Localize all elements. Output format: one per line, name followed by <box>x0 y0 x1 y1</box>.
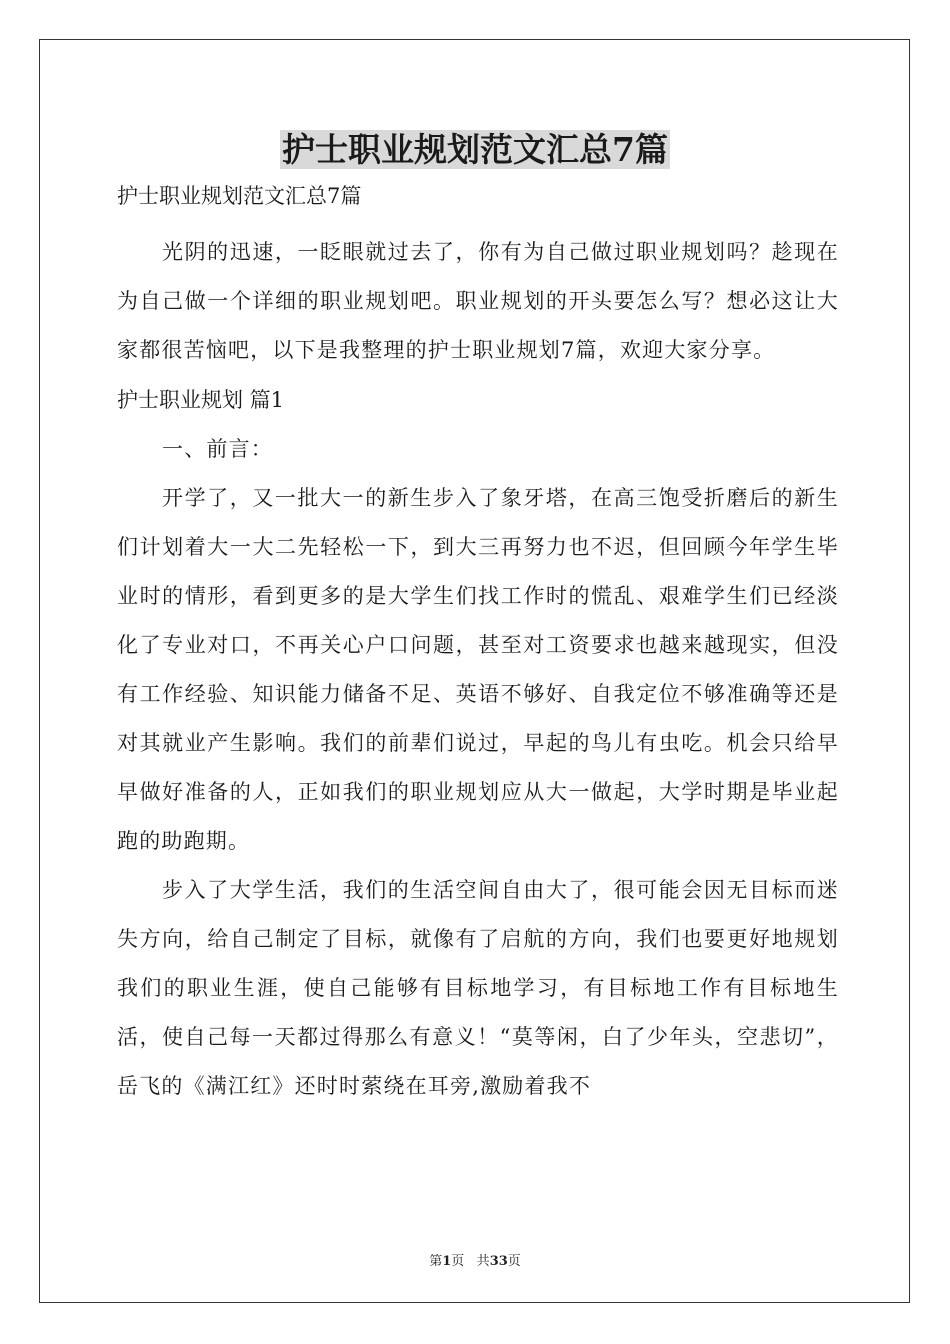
document-title <box>0 128 950 172</box>
preface-heading: 一、前言： <box>162 437 273 461</box>
footer-page-number: 1 <box>442 1254 452 1269</box>
footer-page-prefix: 第 <box>429 1254 443 1269</box>
page-footer <box>0 1250 950 1269</box>
intro-paragraph: 光阴的迅速，一眨眼就过去了，你有为自己做过职业规划吗？趁现在为自己做一个详细的职业规划吧。职业规划的开头要怎么写？想必这让大家都很苦恼吧，以下是我整理的护士职业规划7篇，欢迎大家分享。 <box>117 240 839 362</box>
footer-total-suffix: 页 <box>507 1254 521 1269</box>
footer-total-pages: 33 <box>489 1254 508 1269</box>
document-subtitle: 护士职业规划范文汇总7篇 <box>117 184 362 208</box>
document-title-text: 护士职业规划范文汇总7篇 <box>282 130 668 169</box>
document-body <box>117 180 839 1111</box>
section-heading: 护士职业规划 篇1 <box>117 388 285 412</box>
body-paragraph: 开学了，又一批大一的新生步入了象牙塔，在高三饱受折磨后的新生们计划着大一大二先轻松一下，到大三再努力也不迟，但回顾今年学生毕业时的情形，看到更多的是大学生们找工作时的慌乱、艰难学生们已经淡化了专业对口，不再关心户口问题，甚至对工资要求也越来越现实，但没有工作经验、知识能力储备不足、英语不够好、自我定位不够准确等还是对其就业产生影响。我们的前辈们说过，早起的鸟儿有虫吃。机会只给早早做好准备的人，正如我们的职业规划应从大一做起，大学时期是毕业起跑的助跑期。 <box>117 486 839 853</box>
footer-total-prefix: 共 <box>476 1254 490 1269</box>
body-paragraph: 步入了大学生活，我们的生活空间自由大了，很可能会因无目标而迷失方向，给自己制定了目标，就像有了启航的方向，我们也要更好地规划我们的职业生涯，使自己能够有目标地学习，有目标地工作有目标地生活，使自己每一天都过得那么有意义！“莫等闲，白了少年头，空悲切”，岳飞的《满江红》还时时萦绕在耳旁,激励着我不 <box>117 878 839 1098</box>
footer-page-suffix: 页 <box>451 1254 465 1269</box>
